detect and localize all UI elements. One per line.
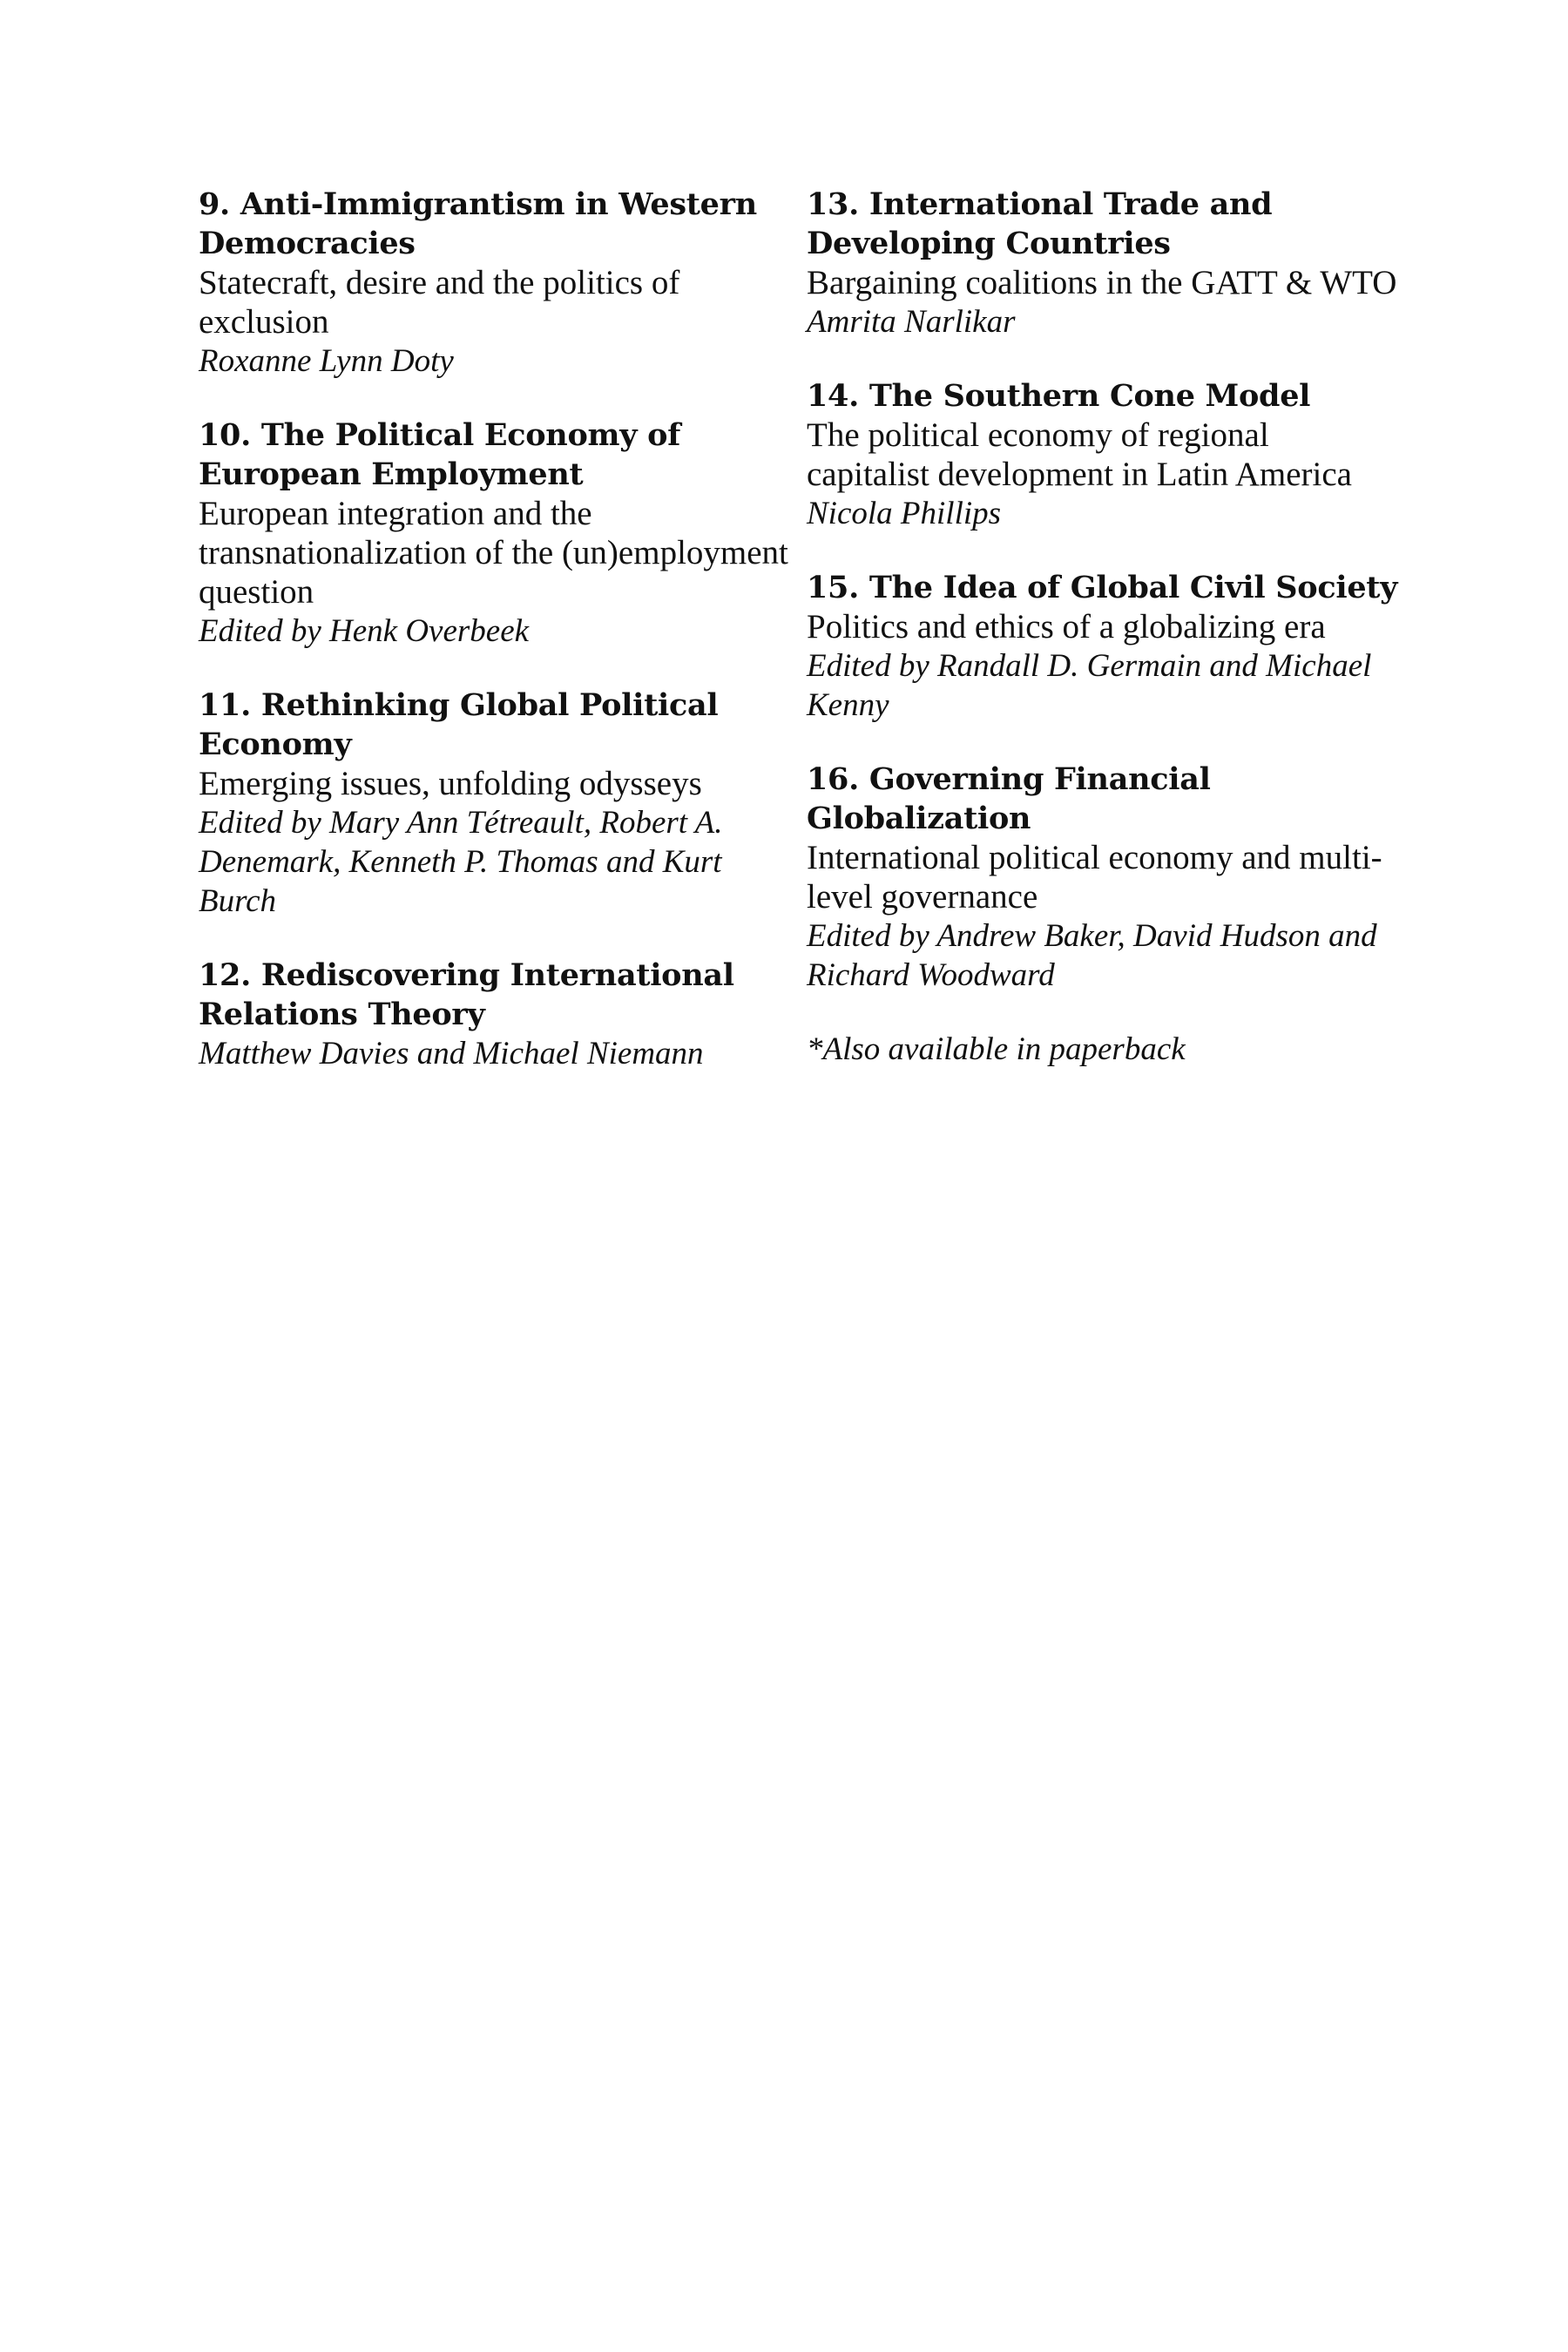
book-entry	[199, 686, 791, 921]
book-author: Edited by Randall D. Germain and Michael Kenny	[807, 648, 1372, 723]
book-subtitle: European integration and the transnationalization of the (un)employment question	[199, 495, 788, 611]
book-title: 14. The Southern Cone Model	[807, 378, 1311, 414]
book-author: Nicola Phillips	[807, 496, 1002, 531]
book-subtitle: Politics and ethics of a globalizing era	[807, 608, 1326, 645]
book-entry	[807, 185, 1399, 341]
right-column	[807, 185, 1399, 1069]
book-subtitle: The political economy of regional capitalist development in Latin America	[807, 416, 1352, 493]
book-title: 11. Rethinking Global Political Economy	[199, 687, 719, 762]
book-author: Amrita Narlikar	[807, 304, 1016, 340]
paperback-footnote: *Also available in paperback	[807, 1031, 1186, 1067]
book-author: Edited by Henk Overbeek	[199, 613, 530, 649]
book-entry	[199, 416, 791, 651]
book-entry	[199, 956, 791, 1073]
book-subtitle: Statecraft, desire and the politics of exclusion	[199, 264, 680, 341]
book-entry	[807, 376, 1399, 533]
book-entry	[807, 760, 1399, 995]
left-column	[199, 185, 791, 1108]
book-author: Edited by Andrew Baker, David Hudson and Richard Woodward	[807, 918, 1377, 993]
book-title: 15. The Idea of Global Civil Society	[807, 570, 1398, 605]
book-subtitle: International political economy and multi-level governance	[807, 839, 1382, 916]
book-title: 12. Rediscovering International Relations Theory	[199, 957, 734, 1032]
book-title: 10. The Political Economy of European Employment	[199, 417, 680, 492]
book-subtitle: Emerging issues, unfolding odysseys	[199, 765, 702, 802]
book-entry	[807, 568, 1399, 725]
book-subtitle: Bargaining coalitions in the GATT & WTO	[807, 264, 1397, 301]
book-title: 16. Governing Financial Globalization	[807, 761, 1211, 836]
book-author: Matthew Davies and Michael Niemann	[199, 1036, 704, 1071]
book-title: 9. Anti-Immigrantism in Western Democracies	[199, 186, 757, 261]
book-author: Edited by Mary Ann Tétreault, Robert A. Denemark, Kenneth P. Thomas and Kurt Burch	[199, 805, 723, 919]
book-entry	[199, 185, 791, 381]
book-title: 13. International Trade and Developing Countries	[807, 186, 1273, 261]
book-author: Roxanne Lynn Doty	[199, 343, 454, 379]
